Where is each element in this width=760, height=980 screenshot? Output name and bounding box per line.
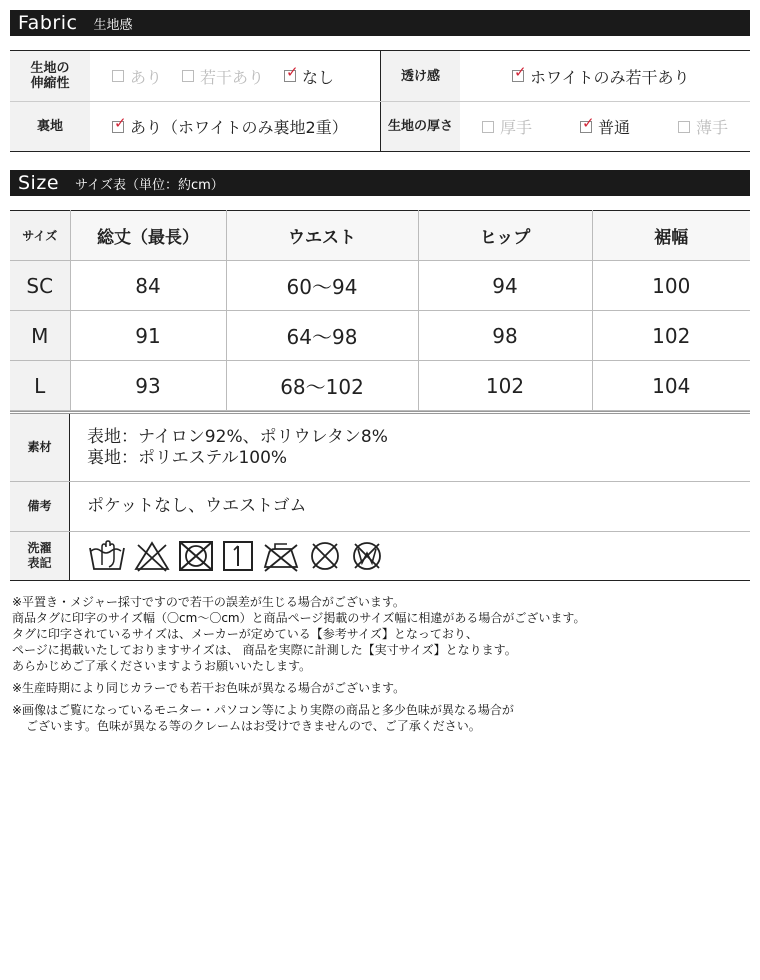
thickness-options — [460, 102, 750, 151]
table-cell: 98 — [418, 311, 592, 361]
thickness-option-thin[interactable]: 薄手 — [678, 115, 728, 138]
care-icons — [70, 532, 385, 580]
checked-checkbox-icon: ✓ — [582, 113, 595, 132]
column-header: ウエスト — [226, 211, 418, 261]
thickness-option-normal[interactable]: ✓ 普通 — [582, 113, 631, 137]
column-header: サイズ — [10, 211, 70, 261]
remarks-label: 備考 — [10, 482, 70, 531]
sheer-label: 透け感 — [381, 51, 460, 101]
lining-label: 裏地 — [10, 102, 90, 151]
stretch-label: 生地の伸縮性 — [10, 51, 90, 101]
table-cell: 91 — [70, 311, 226, 361]
material-row — [10, 414, 750, 481]
fabric-subtitle: 生地感 — [93, 17, 133, 33]
fabric-title: Fabric — [18, 12, 78, 34]
notes-section — [12, 594, 752, 734]
size-cell: M — [10, 311, 70, 361]
checked-checkbox-icon: ✓ — [286, 63, 299, 81]
size-table-header — [10, 211, 750, 261]
stretch-option-yes[interactable]: あり — [112, 65, 162, 88]
table-cell: 104 — [592, 361, 750, 411]
washing-label: 洗濯表記 — [10, 532, 70, 580]
lining-options — [90, 102, 380, 151]
table-cell: 102 — [418, 361, 592, 411]
note-line: ページに掲載いたしておりますサイズは、 商品を実際に計測した【実寸サイズ】となります。 — [12, 643, 517, 657]
table-cell: 94 — [418, 261, 592, 311]
checkbox-icon — [482, 121, 494, 133]
table-cell: 84 — [70, 261, 226, 311]
note-line: 商品タグに印字のサイズ幅（〇cm〜〇cm）と商品ページ掲載のサイズ幅に相違がある場合がございます。 — [12, 611, 586, 625]
no-bleach-icon — [133, 539, 171, 573]
size-table — [10, 210, 750, 411]
checkbox-icon — [678, 121, 690, 133]
table-cell: 60〜94 — [226, 261, 418, 311]
no-tumble-dry-icon — [177, 539, 215, 573]
note-line: あらかじめご了承くださいますようお願いいたします。 — [12, 659, 312, 673]
size-subtitle: サイズ表（単位：約cm） — [75, 177, 224, 193]
no-wet-clean-icon — [349, 539, 385, 573]
note-line: タグに印字されているサイズは、メーカーが定めている【参考サイズ】となっており、 — [12, 627, 478, 641]
stretch-options — [90, 51, 380, 101]
table-row — [10, 311, 750, 361]
size-section-header — [10, 170, 750, 196]
checked-checkbox-icon: ✓ — [114, 113, 127, 132]
note-line: ※生産時期により同じカラーでも若干お色味が異なる場合がございます。 — [12, 681, 406, 695]
column-header: 裾幅 — [592, 211, 750, 261]
product-info-table — [10, 411, 750, 581]
hand-wash-icon — [87, 539, 127, 573]
line-dry-icon — [221, 539, 255, 573]
lining-option-yes[interactable]: ✓ あり（ホワイトのみ裏地2重） — [114, 113, 348, 137]
size-cell: SC — [10, 261, 70, 311]
table-cell: 100 — [592, 261, 750, 311]
washing-row — [10, 531, 750, 580]
fabric-row-1 — [10, 51, 750, 101]
sheer-options — [460, 51, 750, 101]
fabric-section-header — [10, 10, 750, 36]
checked-checkbox-icon: ✓ — [514, 63, 527, 81]
fabric-row-2 — [10, 101, 750, 151]
sheer-option-white-slight[interactable]: ✓ ホワイトのみ若干あり — [514, 63, 690, 87]
no-iron-icon — [261, 539, 301, 573]
note-line: ※画像はご覧になっているモニター・パソコン等により実際の商品と多少色味が異なる場合が — [12, 703, 514, 717]
size-title: Size — [18, 172, 60, 194]
table-cell: 102 — [592, 311, 750, 361]
stretch-option-none[interactable]: ✓ なし — [286, 63, 335, 87]
table-cell: 68〜102 — [226, 361, 418, 411]
material-label: 素材 — [10, 414, 70, 481]
material-line-lining: 裏地：ポリエステル100% — [87, 447, 288, 468]
no-dry-clean-icon — [307, 539, 343, 573]
column-header: 総丈（最長） — [70, 211, 226, 261]
checkbox-icon — [182, 70, 194, 82]
size-cell: L — [10, 361, 70, 411]
remarks-row — [10, 481, 750, 531]
note-line: ※平置き・メジャー採寸ですので若干の誤差が生じる場合がございます。 — [12, 595, 405, 609]
fabric-table — [10, 50, 750, 152]
remarks-value: ポケットなし、ウエストゴム — [87, 496, 307, 516]
material-line-outer: 表地：ナイロン92%、ポリウレタン8% — [87, 426, 388, 447]
thickness-option-thick[interactable]: 厚手 — [482, 115, 532, 138]
column-header: ヒップ — [418, 211, 592, 261]
checkbox-icon — [112, 70, 124, 82]
thickness-label: 生地の厚さ — [381, 102, 460, 151]
table-cell: 93 — [70, 361, 226, 411]
stretch-option-slight[interactable]: 若干あり — [182, 65, 264, 88]
note-line: ございます。色味が異なる等のクレームはお受けできませんので、ご了承ください。 — [26, 719, 481, 733]
material-value — [70, 414, 388, 481]
table-row — [10, 361, 750, 411]
table-row — [10, 261, 750, 311]
table-cell: 64〜98 — [226, 311, 418, 361]
